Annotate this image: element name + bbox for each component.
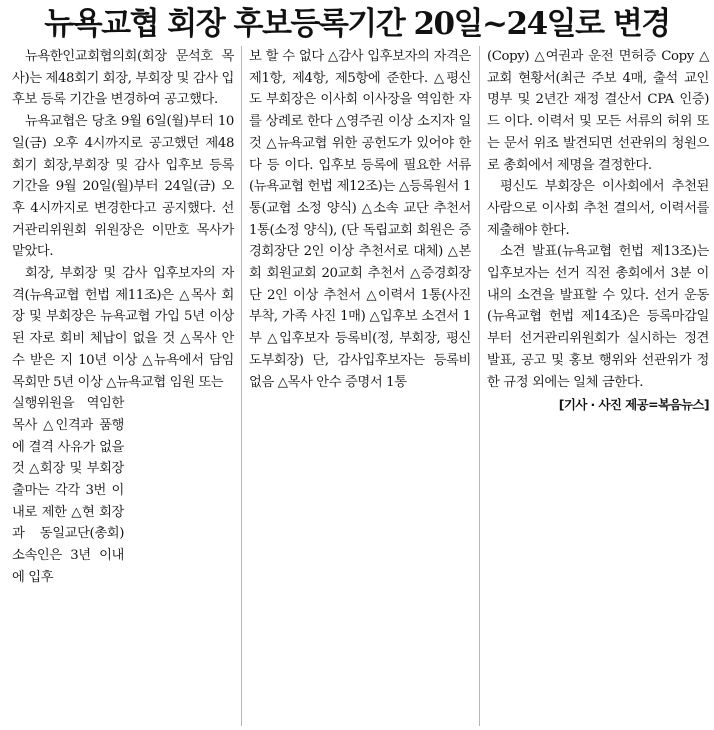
article-paragraph: 소견 발표(뉴욕교협 헌법 제13조)는 입후보자는 선거 직전 총회에서 3분 이내의 소견을 발표할 수 있다. 선거 운동(뉴욕교협 헌법 제14조)은 등록마감일부터 선거관리위원회가 실시하는 정견 발표, 공고 및 홍보 행위와 선관위가 정한 규정 외에는 일체 금한다. xyxy=(487,244,709,390)
column-divider xyxy=(241,46,242,726)
article-paragraph: (Copy) △여권과 운전 면허증 Copy △교회 현황서(최근 주보 4매, 출석 교인 명부 및 2년간 재정 결산서 CPA 인증) 드 이다. 이력서 및 모든 서류의 허위 또는 문서 위조 발견되면 선관위의 청원으로 총회에서 제명을 결정한다. xyxy=(487,49,709,173)
column-divider xyxy=(479,46,480,726)
article-column-1 xyxy=(12,46,234,589)
article-paragraph: 회장, 부회장 및 감사 입후보자의 자격(뉴욕교협 헌법 제11조)은 △목사 회장 및 부회장은 뉴욕교협 가입 5년 이상된 자로 회비 체납이 없을 것 △목사 안수 받은 지 10년 이상 △뉴욕에서 담임 목회만 5년 이상 △뉴욕교협 임원 또는 xyxy=(12,266,234,390)
article-paragraph: 뉴욕교협은 당초 9월 6일(월)부터 10일(금) 오후 4시까지로 공고했던 제48회기 회장,부회장 및 감사 입후보 등록 기간을 9월 20일(월)부터 24일(금) 오후 4시까지로 변경한다고 공지했다. 선거관리위원회 위원장은 이만호 목사가 맡았다. xyxy=(12,114,234,260)
article-paragraph: 보 할 수 없다 △감사 입후보자의 자격은 제1항, 제4항, 제5항에 준한다. △평신도 부회장은 이사회 이사장을 역임한 자를 상례로 한다 △영주권 이상 소지자 일 것 △뉴욕교협 위한 공헌도가 있어야 한다 등 이다. 입후보 등록에 필요한 서류(뉴욕교협 헌법 제12조)는 △등록원서 1통(교협 소정 양식) △소속 교단 추천서 1통(소정 양식), (단 독립교회 회원은 증경회장단 2인 이상 추천서로 대체) △본회 회원교회 20교회 추천서 △증경회장단 2인 이상 추천서 △이력서 1통(사진 부착, 가족 사진 1매) △입후보 소견서 1부 △입후보자 등록비(정, 부회장, 평신도부회장) 단, 감사입후보자는 등록비 없음 △목사 안수 증명서 1통 xyxy=(249,49,471,390)
article-column-2 xyxy=(249,46,471,393)
article-paragraph: 평신도 부회장은 이사회에서 추천된 사람으로 이사회 추천 결의서, 이력서를 제출해야 한다. xyxy=(487,179,709,238)
article-paragraph: 뉴욕한인교회협의회(회장 문석호 목사)는 제48회기 회장, 부회장 및 감사 입후보 등록 기간을 변경하여 공고했다. xyxy=(12,49,234,108)
article-column-3 xyxy=(487,46,709,415)
photo-credit: [기사 · 사진 제공=복음뉴스] xyxy=(558,397,709,413)
article-paragraph: 실행위원을 역임한 목사 △인격과 품행에 결격 사유가 없을 것 △회장 및 부회장 출마는 각각 3번 이내로 제한 △현 회장과 동일교단(총회) 소속인은 3년 이내에 입후 xyxy=(12,396,124,585)
article-headline: 뉴욕교협 회장 후보등록기간 20일~24일로 변경 xyxy=(44,6,670,42)
